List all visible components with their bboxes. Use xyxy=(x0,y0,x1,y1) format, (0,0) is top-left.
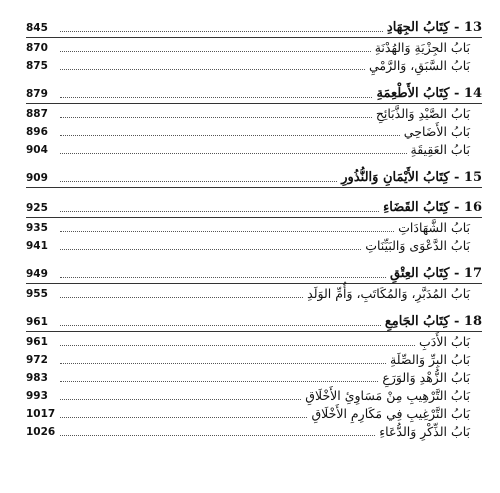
entry-title: بَابُ البِرِّ وَالصِّلَةِ xyxy=(390,352,470,367)
page-number: 972 xyxy=(26,354,48,366)
toc-entry-row xyxy=(26,422,482,440)
page-number: 993 xyxy=(26,390,48,402)
toc-chapter-section xyxy=(26,18,482,74)
dot-leader xyxy=(60,51,371,52)
chapter-title: 13 - كِتَابُ الجِهَادِ xyxy=(386,20,482,35)
page-number: 875 xyxy=(26,60,48,72)
page-number: 961 xyxy=(26,336,48,348)
toc-chapter-section xyxy=(26,264,482,302)
dot-leader xyxy=(60,435,375,436)
dot-leader xyxy=(60,325,381,326)
page-number: 879 xyxy=(26,88,48,100)
dot-leader xyxy=(60,97,372,98)
toc-chapter-heading-row xyxy=(26,84,482,102)
page-number: 1026 xyxy=(26,426,56,438)
page-number: 909 xyxy=(26,172,48,184)
chapter-title: 16 - كِتَابُ القَضَاءِ xyxy=(383,200,482,215)
page-number: 961 xyxy=(26,316,48,328)
entry-title: بَابُ الجِزْيَةِ وَالهُدْنَةِ xyxy=(374,40,470,55)
table-of-contents xyxy=(26,18,482,450)
dot-leader xyxy=(60,345,415,346)
page-number: 941 xyxy=(26,240,48,252)
dot-leader xyxy=(60,297,303,298)
dot-leader xyxy=(60,231,394,232)
dot-leader xyxy=(60,249,361,250)
dot-leader xyxy=(60,363,386,364)
entry-title: بَابُ الصَّيْدِ وَالذَّبَائِحِ xyxy=(375,106,470,121)
toc-entry-row xyxy=(26,140,482,158)
dot-leader xyxy=(60,135,400,136)
page-number: 1017 xyxy=(26,408,56,420)
toc-entry-row xyxy=(26,38,482,56)
page-number: 925 xyxy=(26,202,48,214)
entry-title: بَابُ الذِّكْرِ وَالدُّعَاءِ xyxy=(379,424,470,439)
toc-entry-row xyxy=(26,104,482,122)
dot-leader xyxy=(60,69,365,70)
dot-leader xyxy=(60,31,383,32)
entry-title: بَابُ الأَدَبِ xyxy=(419,334,470,349)
page-number: 983 xyxy=(26,372,48,384)
chapter-divider xyxy=(26,187,482,188)
toc-chapter-heading-row xyxy=(26,198,482,216)
toc-entry-row xyxy=(26,368,482,386)
entry-title: بَابُ التَّرْهِيبِ مِنْ مَسَاوِئِ الأَخْلَاقِ xyxy=(305,388,470,403)
entry-title: بَابُ العَقِيقَةِ xyxy=(410,142,470,157)
dot-leader xyxy=(60,117,372,118)
entry-title: بَابُ المُدَبَّرِ، وَالمُكَاتَبِ، وَأُمِّ الوَلَدِ xyxy=(307,286,470,301)
page-number: 955 xyxy=(26,288,48,300)
chapter-title: 15 - كِتَابُ الأَيْمَانِ وَالنُّذُورِ xyxy=(341,170,482,185)
page-number: 870 xyxy=(26,42,48,54)
page-number: 949 xyxy=(26,268,48,280)
toc-chapter-section xyxy=(26,168,482,188)
toc-entry-row xyxy=(26,332,482,350)
toc-entry-row xyxy=(26,122,482,140)
toc-chapter-section xyxy=(26,312,482,440)
toc-entry-row xyxy=(26,56,482,74)
chapter-title: 17 - كِتَابُ العِتْقِ xyxy=(390,266,482,281)
page-number: 887 xyxy=(26,108,48,120)
dot-leader xyxy=(60,277,386,278)
dot-leader xyxy=(60,381,378,382)
page-number: 935 xyxy=(26,222,48,234)
toc-chapter-section xyxy=(26,84,482,158)
entry-title: بَابُ الشَّهَادَاتِ xyxy=(398,220,470,235)
dot-leader xyxy=(60,417,307,418)
entry-title: بَابُ الدَّعْوَى وَالبَيِّنَاتِ xyxy=(365,238,470,253)
entry-title: بَابُ الأَضَاحِي xyxy=(403,124,470,139)
dot-leader xyxy=(60,181,337,182)
dot-leader xyxy=(60,399,301,400)
dot-leader xyxy=(60,153,407,154)
page-number: 845 xyxy=(26,22,48,34)
dot-leader xyxy=(60,211,379,212)
toc-chapter-section xyxy=(26,198,482,254)
toc-entry-row xyxy=(26,284,482,302)
toc-chapter-heading-row xyxy=(26,312,482,330)
page-number: 904 xyxy=(26,144,48,156)
chapter-title: 18 - كِتَابُ الجَامِعِ xyxy=(384,314,482,329)
chapter-title: 14 - كِتَابُ الأَطْعِمَةِ xyxy=(376,86,482,101)
toc-entry-row xyxy=(26,404,482,422)
toc-chapter-heading-row xyxy=(26,264,482,282)
toc-chapter-heading-row xyxy=(26,168,482,186)
page-number: 896 xyxy=(26,126,48,138)
toc-chapter-heading-row xyxy=(26,18,482,36)
toc-entry-row xyxy=(26,218,482,236)
toc-entry-row xyxy=(26,350,482,368)
entry-title: بَابُ السَّبَقِ، وَالرَّمْيِ xyxy=(369,58,470,73)
entry-title: بَابُ التَّرْغِيبِ فِي مَكَارِمِ الأَخْلَاقِ xyxy=(311,406,470,421)
toc-entry-row xyxy=(26,386,482,404)
toc-entry-row xyxy=(26,236,482,254)
entry-title: بَابُ الزُّهْدِ وَالوَرَعِ xyxy=(382,370,470,385)
